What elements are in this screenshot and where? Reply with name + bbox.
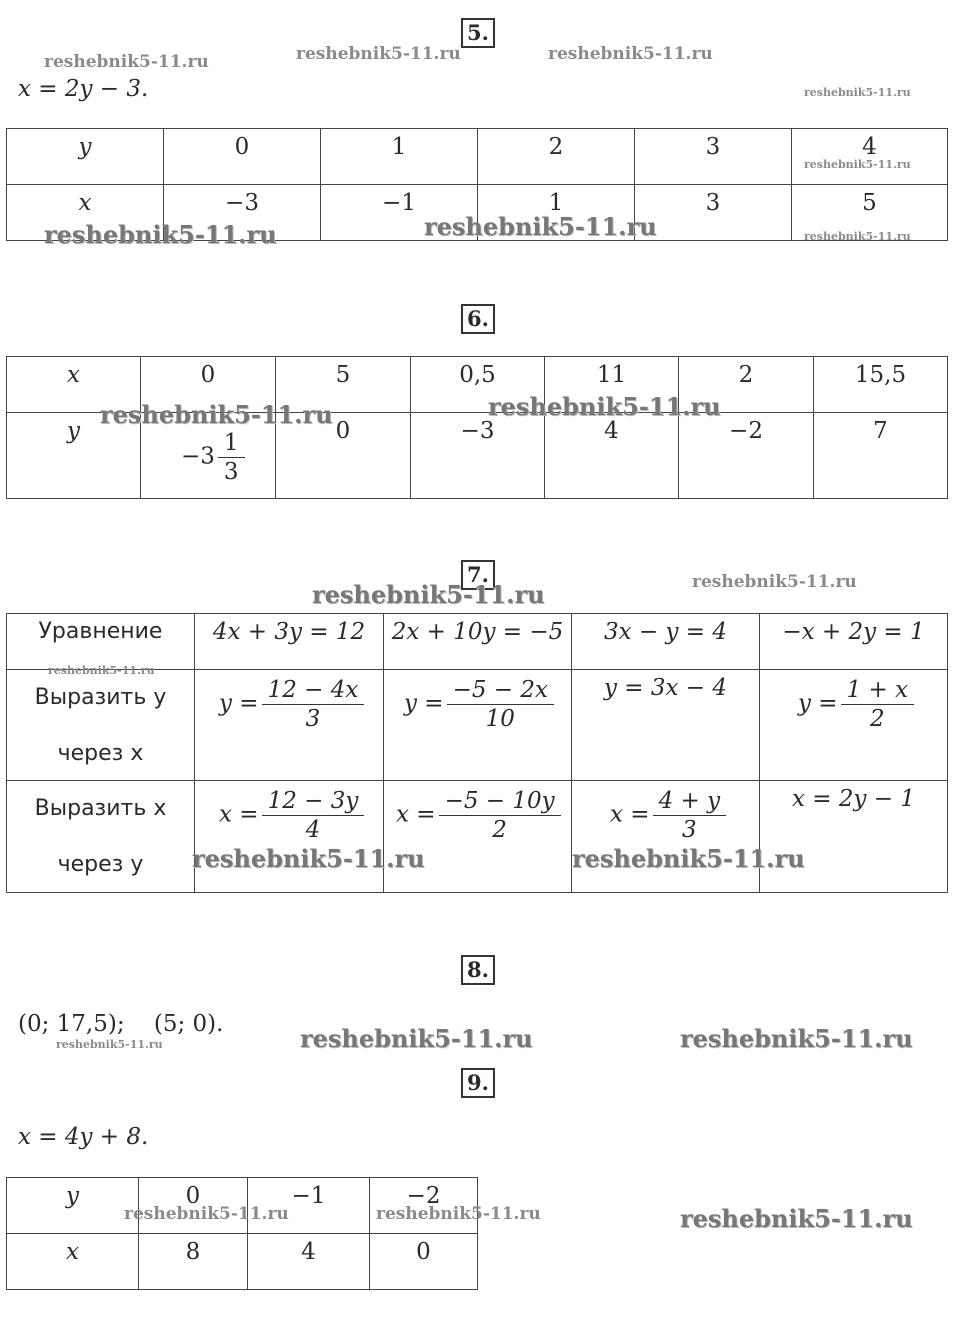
table-cell: 4 bbox=[247, 1233, 370, 1290]
formula bbox=[219, 676, 367, 733]
mixed-whole: −3 bbox=[181, 443, 215, 470]
table-header-cell: Уравнение bbox=[6, 613, 195, 670]
formula-lhs: x = bbox=[219, 801, 259, 828]
table-cell bbox=[759, 669, 948, 781]
table-cell: 3 bbox=[634, 128, 792, 185]
formula-lhs: y = bbox=[404, 690, 444, 717]
formula bbox=[219, 787, 367, 844]
watermark: reshebnik5-11.ru bbox=[44, 220, 277, 249]
watermark: reshebnik5-11.ru bbox=[44, 52, 209, 72]
watermark: reshebnik5-11.ru bbox=[692, 572, 857, 592]
table-cell: 5 bbox=[275, 356, 411, 413]
watermark: reshebnik5-11.ru bbox=[548, 44, 713, 64]
table-cell: −1 bbox=[247, 1177, 370, 1234]
table-cell: x bbox=[6, 184, 164, 241]
table-cell: 0 bbox=[369, 1233, 478, 1290]
task-9-equation: x = 4y + 8. bbox=[18, 1124, 149, 1150]
table-cell: x bbox=[6, 1233, 139, 1290]
table-cell bbox=[571, 780, 760, 893]
mixed-number bbox=[181, 429, 248, 486]
numerator: 12 − 3y bbox=[262, 787, 365, 816]
table-cell: x bbox=[6, 356, 141, 413]
watermark: reshebnik5-11.ru bbox=[192, 844, 425, 873]
table-cell: 3 bbox=[634, 184, 792, 241]
denominator: 2 bbox=[870, 706, 885, 732]
watermark: reshebnik5-11.ru bbox=[56, 1038, 163, 1051]
table-cell: 11 bbox=[544, 356, 679, 413]
fraction bbox=[439, 787, 561, 844]
table-cell: −2 bbox=[678, 412, 814, 499]
watermark: reshebnik5-11.ru bbox=[488, 392, 721, 421]
row-label-line: через x bbox=[57, 741, 144, 766]
formula bbox=[798, 676, 917, 733]
watermark: reshebnik5-11.ru bbox=[804, 158, 911, 171]
fraction bbox=[262, 676, 365, 733]
task-7-number: 7. bbox=[461, 560, 495, 590]
denominator: 3 bbox=[305, 706, 321, 732]
table-cell: 0 bbox=[163, 128, 321, 185]
table-cell: y = 3x − 4 bbox=[571, 669, 760, 781]
task-6-number: 6. bbox=[461, 304, 495, 334]
table-cell: 5 bbox=[791, 184, 948, 241]
table-cell: 4 bbox=[544, 412, 679, 499]
row-label-line: Выразить x bbox=[34, 796, 167, 821]
watermark: reshebnik5-11.ru bbox=[124, 1204, 289, 1224]
task-8-number: 8. bbox=[461, 955, 495, 985]
table-cell: y bbox=[6, 412, 141, 499]
task-5-number: 5. bbox=[461, 18, 495, 48]
table-header-cell: 3x − y = 4 bbox=[571, 613, 760, 670]
fraction bbox=[653, 787, 727, 844]
task-8-answer: (0; 17,5); (5; 0). bbox=[18, 1011, 224, 1037]
denominator: 3 bbox=[223, 459, 239, 485]
table-cell: 1 bbox=[477, 184, 635, 241]
watermark: reshebnik5-11.ru bbox=[300, 1024, 533, 1053]
watermark: reshebnik5-11.ru bbox=[804, 230, 911, 243]
table-cell: 8 bbox=[138, 1233, 248, 1290]
watermark: reshebnik5-11.ru bbox=[296, 44, 461, 64]
row-label-express-y bbox=[6, 669, 195, 781]
numerator: 4 + y bbox=[653, 787, 727, 816]
table-cell: −3 bbox=[410, 412, 545, 499]
watermark: reshebnik5-11.ru bbox=[424, 212, 657, 241]
numerator: −5 − 10y bbox=[439, 787, 561, 816]
table-cell bbox=[194, 669, 384, 781]
denominator: 3 bbox=[682, 817, 697, 843]
fraction bbox=[218, 429, 245, 486]
formula-lhs: y = bbox=[798, 690, 838, 717]
formula bbox=[396, 787, 564, 844]
table-cell: 0 bbox=[140, 356, 276, 413]
table-cell: y bbox=[6, 1177, 139, 1234]
watermark: reshebnik5-11.ru bbox=[680, 1024, 913, 1053]
formula bbox=[404, 676, 557, 733]
formula bbox=[610, 787, 729, 844]
table-cell: 0 bbox=[275, 412, 411, 499]
watermark: reshebnik5-11.ru bbox=[376, 1204, 541, 1224]
numerator: 12 − 4x bbox=[262, 676, 365, 705]
table-cell: y bbox=[6, 128, 164, 185]
row-label-express-x bbox=[6, 780, 195, 893]
table-cell bbox=[194, 780, 384, 893]
row-label-line: Выразить y bbox=[34, 685, 167, 710]
table-cell: 2 bbox=[477, 128, 635, 185]
fraction bbox=[447, 676, 554, 733]
table-cell: 15,5 bbox=[813, 356, 948, 413]
table-cell bbox=[383, 780, 572, 893]
table-cell bbox=[383, 669, 572, 781]
fraction bbox=[841, 676, 915, 733]
fraction bbox=[262, 787, 365, 844]
table-cell: 0,5 bbox=[410, 356, 545, 413]
table-header-cell: −x + 2y = 1 bbox=[759, 613, 948, 670]
watermark: reshebnik5-11.ru bbox=[680, 1204, 913, 1233]
table-cell: −2 bbox=[369, 1177, 478, 1234]
task-5-equation: x = 2y − 3. bbox=[18, 76, 149, 102]
denominator: 2 bbox=[492, 817, 507, 843]
numerator: −5 − 2x bbox=[447, 676, 554, 705]
table-header-cell: 2x + 10y = −5 bbox=[383, 613, 572, 670]
watermark: reshebnik5-11.ru bbox=[572, 844, 805, 873]
table-cell: 7 bbox=[813, 412, 948, 499]
table-cell: −1 bbox=[320, 184, 478, 241]
denominator: 10 bbox=[485, 706, 515, 732]
table-cell: 2 bbox=[678, 356, 814, 413]
task-9-number: 9. bbox=[461, 1068, 495, 1098]
table-cell: −3 bbox=[163, 184, 321, 241]
row-label-line: через y bbox=[57, 852, 144, 877]
watermark: reshebnik5-11.ru bbox=[48, 664, 155, 677]
watermark: reshebnik5-11.ru bbox=[804, 86, 911, 99]
denominator: 4 bbox=[305, 817, 321, 843]
watermark: reshebnik5-11.ru bbox=[312, 580, 545, 609]
table-cell: 0 bbox=[138, 1177, 248, 1234]
table-cell: 4 bbox=[791, 128, 948, 185]
table-header-cell: 4x + 3y = 12 bbox=[194, 613, 384, 670]
watermark: reshebnik5-11.ru bbox=[100, 400, 333, 429]
table-cell: x = 2y − 1 bbox=[759, 780, 948, 893]
formula-lhs: y = bbox=[219, 690, 259, 717]
numerator: 1 bbox=[218, 429, 245, 458]
formula-lhs: x = bbox=[396, 801, 436, 828]
numerator: 1 + x bbox=[841, 676, 915, 705]
table-cell: 1 bbox=[320, 128, 478, 185]
formula-lhs: x = bbox=[610, 801, 650, 828]
